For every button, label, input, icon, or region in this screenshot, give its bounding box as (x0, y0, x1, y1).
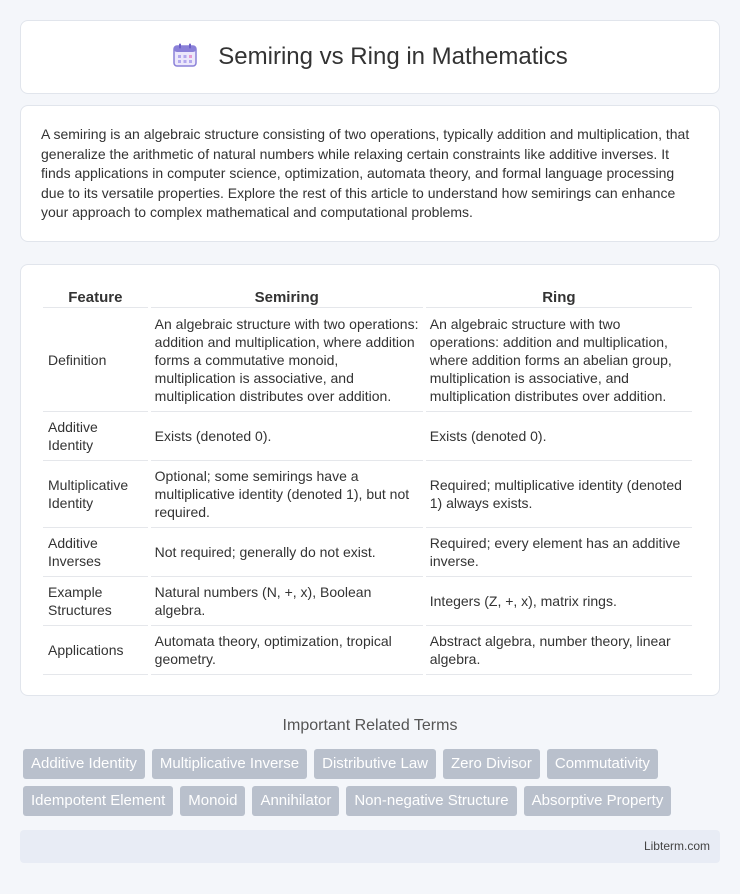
table-row (43, 308, 692, 412)
feature-cell: Additive Identity (43, 412, 148, 461)
semiring-cell: Automata theory, optimization, tropical geometry. (151, 626, 423, 675)
semiring-cell: Not required; generally do not exist. (151, 528, 423, 577)
table-row (43, 626, 692, 675)
related-term-tag[interactable]: Commutativity (547, 749, 658, 779)
footer-site-link[interactable]: Libterm.com (643, 839, 710, 853)
table-header-row (43, 285, 692, 308)
page-title: Semiring vs Ring in Mathematics (218, 43, 568, 70)
ring-cell: Required; multiplicative identity (denoted 1) always exists. (426, 461, 692, 528)
calendar-icon (172, 42, 198, 73)
feature-cell: Multiplicative Identity (43, 461, 148, 528)
header-feature: Feature (43, 285, 148, 308)
header-ring: Ring (426, 285, 692, 308)
related-term-tag[interactable]: Monoid (180, 786, 245, 816)
related-term-tag[interactable]: Annihilator (252, 786, 339, 816)
header-semiring: Semiring (151, 285, 423, 308)
table-row (43, 577, 692, 626)
related-term-tag[interactable]: Zero Divisor (443, 749, 540, 779)
feature-cell: Definition (43, 308, 148, 412)
comparison-table (40, 285, 695, 675)
feature-cell: Example Structures (43, 577, 148, 626)
ring-cell: Required; every element has an additive inverse. (426, 528, 692, 577)
table-row (43, 461, 692, 528)
ring-cell: Exists (denoted 0). (426, 412, 692, 461)
feature-cell: Applications (43, 626, 148, 675)
semiring-cell: An algebraic structure with two operations: addition and multiplication, where addition forms a commutative monoid, multiplication is associative, and multiplication distributes over addition. (151, 308, 423, 412)
semiring-cell: Natural numbers (N, +, x), Boolean algebra. (151, 577, 423, 626)
comparison-card (20, 264, 720, 696)
semiring-cell: Optional; some semirings have a multiplicative identity (denoted 1), but not required. (151, 461, 423, 528)
ring-cell: Integers (Z, +, x), matrix rings. (426, 577, 692, 626)
header-card (20, 20, 720, 94)
related-terms-list (23, 749, 723, 816)
related-term-tag[interactable]: Multiplicative Inverse (152, 749, 307, 779)
related-term-tag[interactable]: Idempotent Element (23, 786, 173, 816)
intro-paragraph: A semiring is an algebraic structure consisting of two operations, typically addition and multiplication, that generalize the arithmetic of natural numbers while relaxing certain constraints like additive inverses. It finds applications in computer science, optimization, automata theory, and formal language processing due to its versatile properties. Explore the rest of this article to understand how semirings can enhance your approach to complex mathematical and computational problems. (41, 126, 690, 220)
table-row (43, 528, 692, 577)
related-term-tag[interactable]: Distributive Law (314, 749, 436, 779)
footer (20, 830, 720, 863)
table-row (43, 412, 692, 461)
ring-cell: An algebraic structure with two operations: addition and multiplication, where addition forms an abelian group, multiplication is associative, and multiplication distributes over addition. (426, 308, 692, 412)
intro-card (20, 105, 720, 242)
related-term-tag[interactable]: Absorptive Property (524, 786, 672, 816)
feature-cell: Additive Inverses (43, 528, 148, 577)
ring-cell: Abstract algebra, number theory, linear algebra. (426, 626, 692, 675)
related-terms-title: Important Related Terms (282, 717, 458, 734)
related-term-tag[interactable]: Additive Identity (23, 749, 145, 779)
semiring-cell: Exists (denoted 0). (151, 412, 423, 461)
related-term-tag[interactable]: Non-negative Structure (346, 786, 516, 816)
